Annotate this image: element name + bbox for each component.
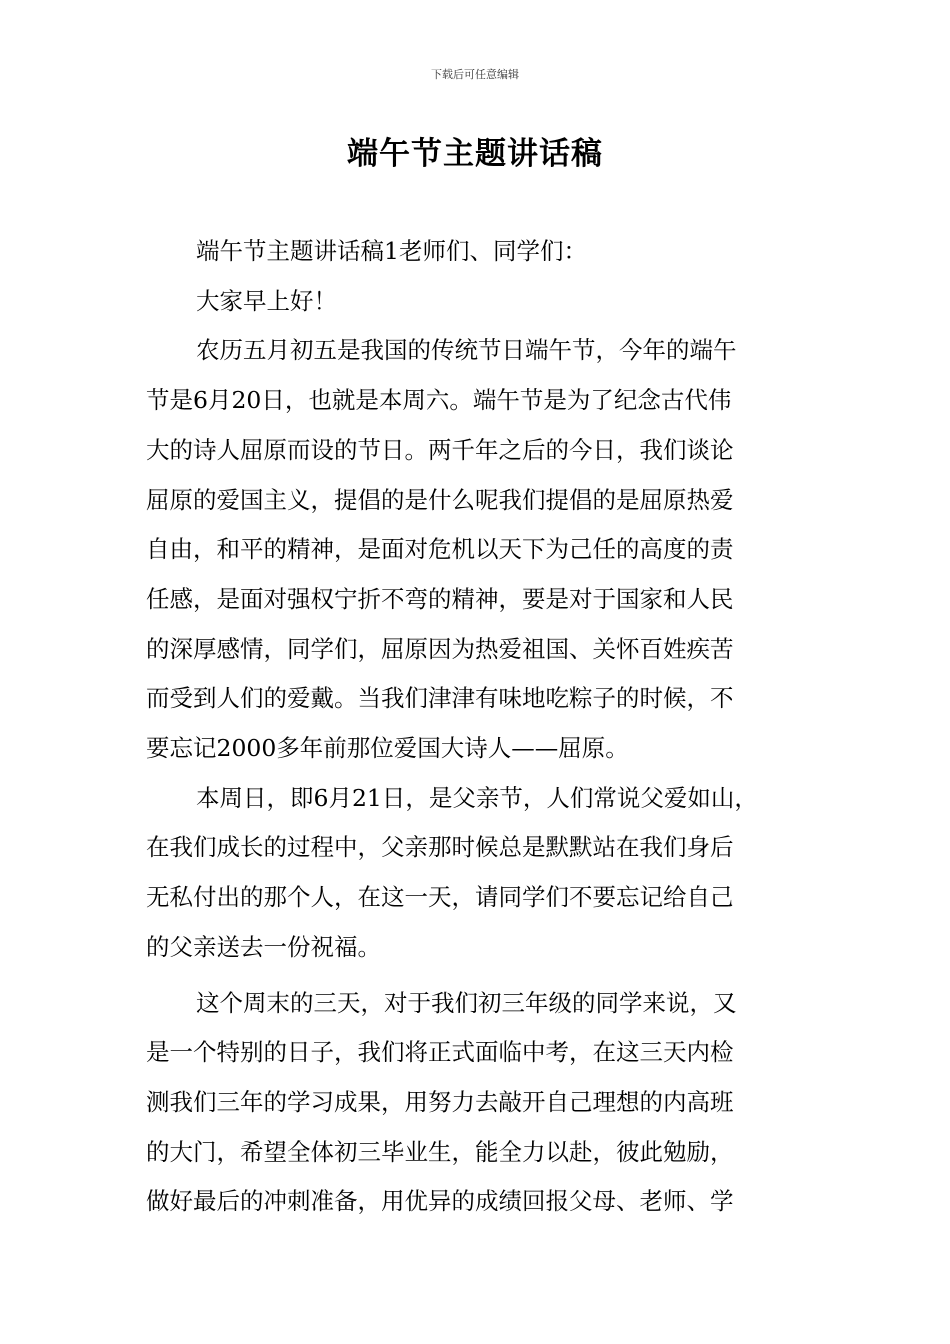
body-line: 这个周末的三天，对于我们初三年级的同学来说，又: [196, 988, 737, 1017]
body-line: 屈原的爱国主义，提倡的是什么呢我们提倡的是屈原热爱: [146, 485, 734, 514]
body-line: 的深厚感情，同学们，屈原因为热爱祖国、关怀百姓疾苦: [146, 634, 734, 663]
body-line: 自由，和平的精神，是面对危机以天下为己任的高度的责: [146, 535, 734, 564]
body-line: 任感，是面对强权宁折不弯的精神，要是对于国家和人民: [146, 584, 734, 613]
header-note: 下载后可任意编辑: [431, 68, 519, 81]
body-line: 本周日，即6月21日，是父亲节，人们常说父爱如山，: [196, 783, 758, 812]
body-line: 的父亲送去一份祝福。: [146, 932, 381, 961]
body-line: 而受到人们的爱戴。当我们津津有味地吃粽子的时候，不: [146, 684, 734, 713]
document-title: 端午节主题讲话稿: [347, 136, 603, 172]
body-line: 端午节主题讲话稿1老师们、同学们：: [196, 237, 587, 265]
body-line: 无私付出的那个人，在这一天，请同学们不要忘记给自己: [146, 883, 734, 912]
body-line: 测我们三年的学习成果，用努力去敲开自己理想的内高班: [146, 1087, 734, 1116]
body-line: 大的诗人屈原而设的节日。两千年之后的今日，我们谈论: [146, 435, 734, 464]
body-line: 在我们成长的过程中，父亲那时候总是默默站在我们身后: [146, 833, 734, 862]
body-line: 节是6月20日，也就是本周六。端午节是为了纪念古代伟: [146, 386, 732, 415]
body-line: 要忘记2000多年前那位爱国大诗人——屈原。: [146, 734, 629, 762]
body-line: 是一个特别的日子，我们将正式面临中考，在这三天内检: [146, 1038, 734, 1067]
body-line: 农历五月初五是我国的传统节日端午节，今年的端午: [196, 336, 737, 365]
body-line: 的大门，希望全体初三毕业生，能全力以赴，彼此勉励，: [146, 1137, 734, 1166]
body-line: 做好最后的冲刺准备，用优异的成绩回报父母、老师、学: [146, 1187, 734, 1216]
body-line: 大家早上好！: [196, 286, 337, 315]
